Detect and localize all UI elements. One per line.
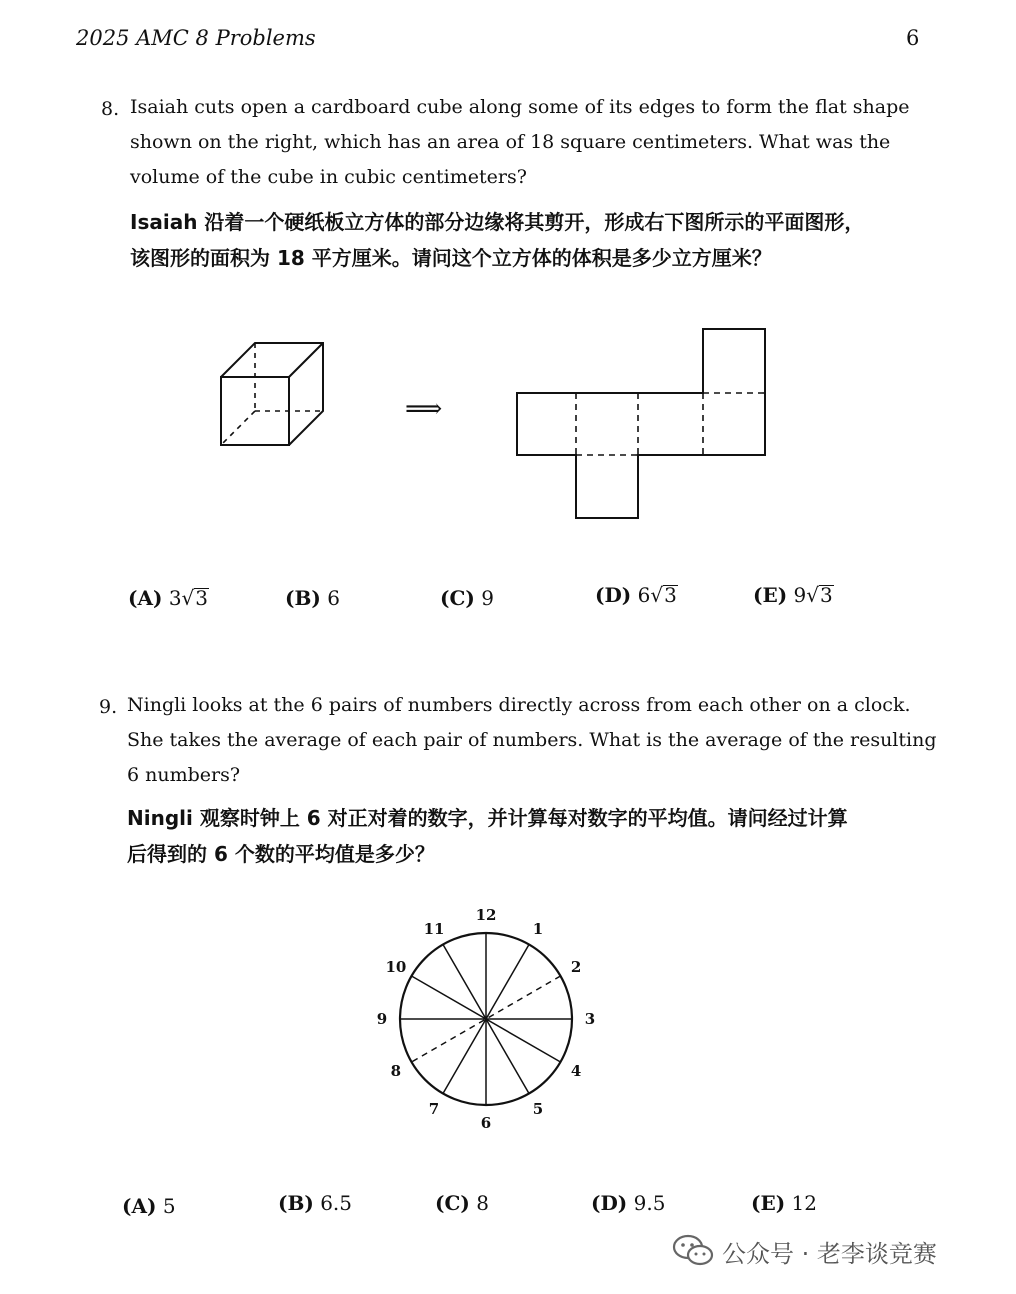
choice-9c-value: 8 [476,1191,489,1215]
choice-9d-value: 9.5 [633,1191,666,1215]
cube-net-figure [505,320,775,530]
clock-number-label: 5 [532,1100,544,1119]
choice-9b-label: (B) [278,1191,314,1215]
net-fold-lines [576,393,765,455]
choice-9c[interactable] [435,1191,489,1215]
clock-number-label: 1 [532,919,544,938]
watermark-text: 公众号 · 老李谈竞赛 [722,1240,937,1268]
problem-9-cn-line-2: 后得到的 6 个数的平均值是多少？ [127,842,435,866]
clock-number-label: 10 [385,958,407,976]
choice-8b-label: (B) [285,586,321,610]
problem-8-statement [130,90,909,195]
clock-figure [370,900,610,1140]
clock-number-label: 3 [584,1010,596,1028]
clock-number-label: 8 [390,1062,402,1080]
cube-figure [200,330,340,460]
clock-number-label: 6 [480,1114,492,1132]
problem-8-line-2: shown on the right, which has an area of 18 square centimeters. What was the [130,131,891,153]
problem-8-cn-line-1: Isaiah 沿着一个硬纸板立方体的部分边缘将其剪开，形成右下图所示的平面图形， [130,210,865,234]
choice-8a-value: 3√3 [168,586,209,610]
clock-number-label: 7 [428,1100,440,1119]
choice-9a-value: 5 [162,1194,176,1218]
choice-9e[interactable] [751,1191,817,1215]
choice-9d[interactable] [591,1191,665,1215]
page-number: 6 [906,26,920,50]
choice-8e-value: 9√3 [793,583,833,607]
clock-number-label: 9 [376,1010,388,1028]
problem-9-line-2: She takes the average of each pair of numbers. What is the average of the resulting [127,729,937,751]
cube-edge [289,343,323,377]
choice-9a-label: (A) [122,1194,157,1218]
choice-9b[interactable] [278,1191,352,1215]
choice-8d-value: 6√3 [637,583,677,607]
problem-9-statement [127,688,937,793]
wechat-icon [672,1232,716,1270]
running-header-title: 2025 AMC 8 Problems [76,26,316,50]
clock-number-label: 2 [570,958,582,976]
choice-8d[interactable] [595,583,678,607]
problem-9-chinese [127,800,848,872]
clock-number-label: 4 [570,1062,582,1080]
problem-8-number: 8. [101,98,120,120]
choice-9e-label: (E) [751,1191,786,1215]
choice-8a[interactable] [128,586,209,610]
clock-number-label: 11 [423,919,445,938]
problem-8-line-3: volume of the cube in cubic centimeters? [130,166,527,188]
implies-arrow: ⟹ [405,394,443,424]
problem-8-line-1: Isaiah cuts open a cardboard cube along some of its edges to form the flat shape [130,96,910,118]
choice-8b[interactable] [285,586,340,610]
problem-9-line-1: Ningli looks at the 6 pairs of numbers directly across from each other on a clock. [127,694,911,716]
choice-9e-value: 12 [791,1191,817,1215]
choice-8c-label: (C) [440,586,475,610]
choice-9d-label: (D) [591,1191,628,1215]
choice-8d-label: (D) [595,583,632,607]
problem-8-chinese [130,204,864,276]
choice-8b-value: 6 [327,586,340,610]
choice-8e[interactable] [753,583,834,607]
choice-8a-label: (A) [128,586,163,610]
problem-9-cn-line-1: Ningli 观察时钟上 6 对正对着的数字，并计算每对数字的平均值。请问经过计算 [127,806,848,830]
choice-8c-value: 9 [481,586,494,610]
problem-8-cn-line-2: 该图形的面积为 18 平方厘米。请问这个立方体的体积是多少立方厘米？ [130,246,772,270]
clock-number-label: 12 [475,906,497,924]
net-outline [517,329,765,518]
problem-9-line-3: 6 numbers? [127,764,241,786]
choice-9b-value: 6.5 [320,1191,353,1215]
choice-9a[interactable] [122,1194,176,1218]
problem-9-number: 9. [99,696,118,718]
choice-9c-label: (C) [435,1191,470,1215]
choice-8c[interactable] [440,586,494,610]
choice-8e-label: (E) [753,583,788,607]
